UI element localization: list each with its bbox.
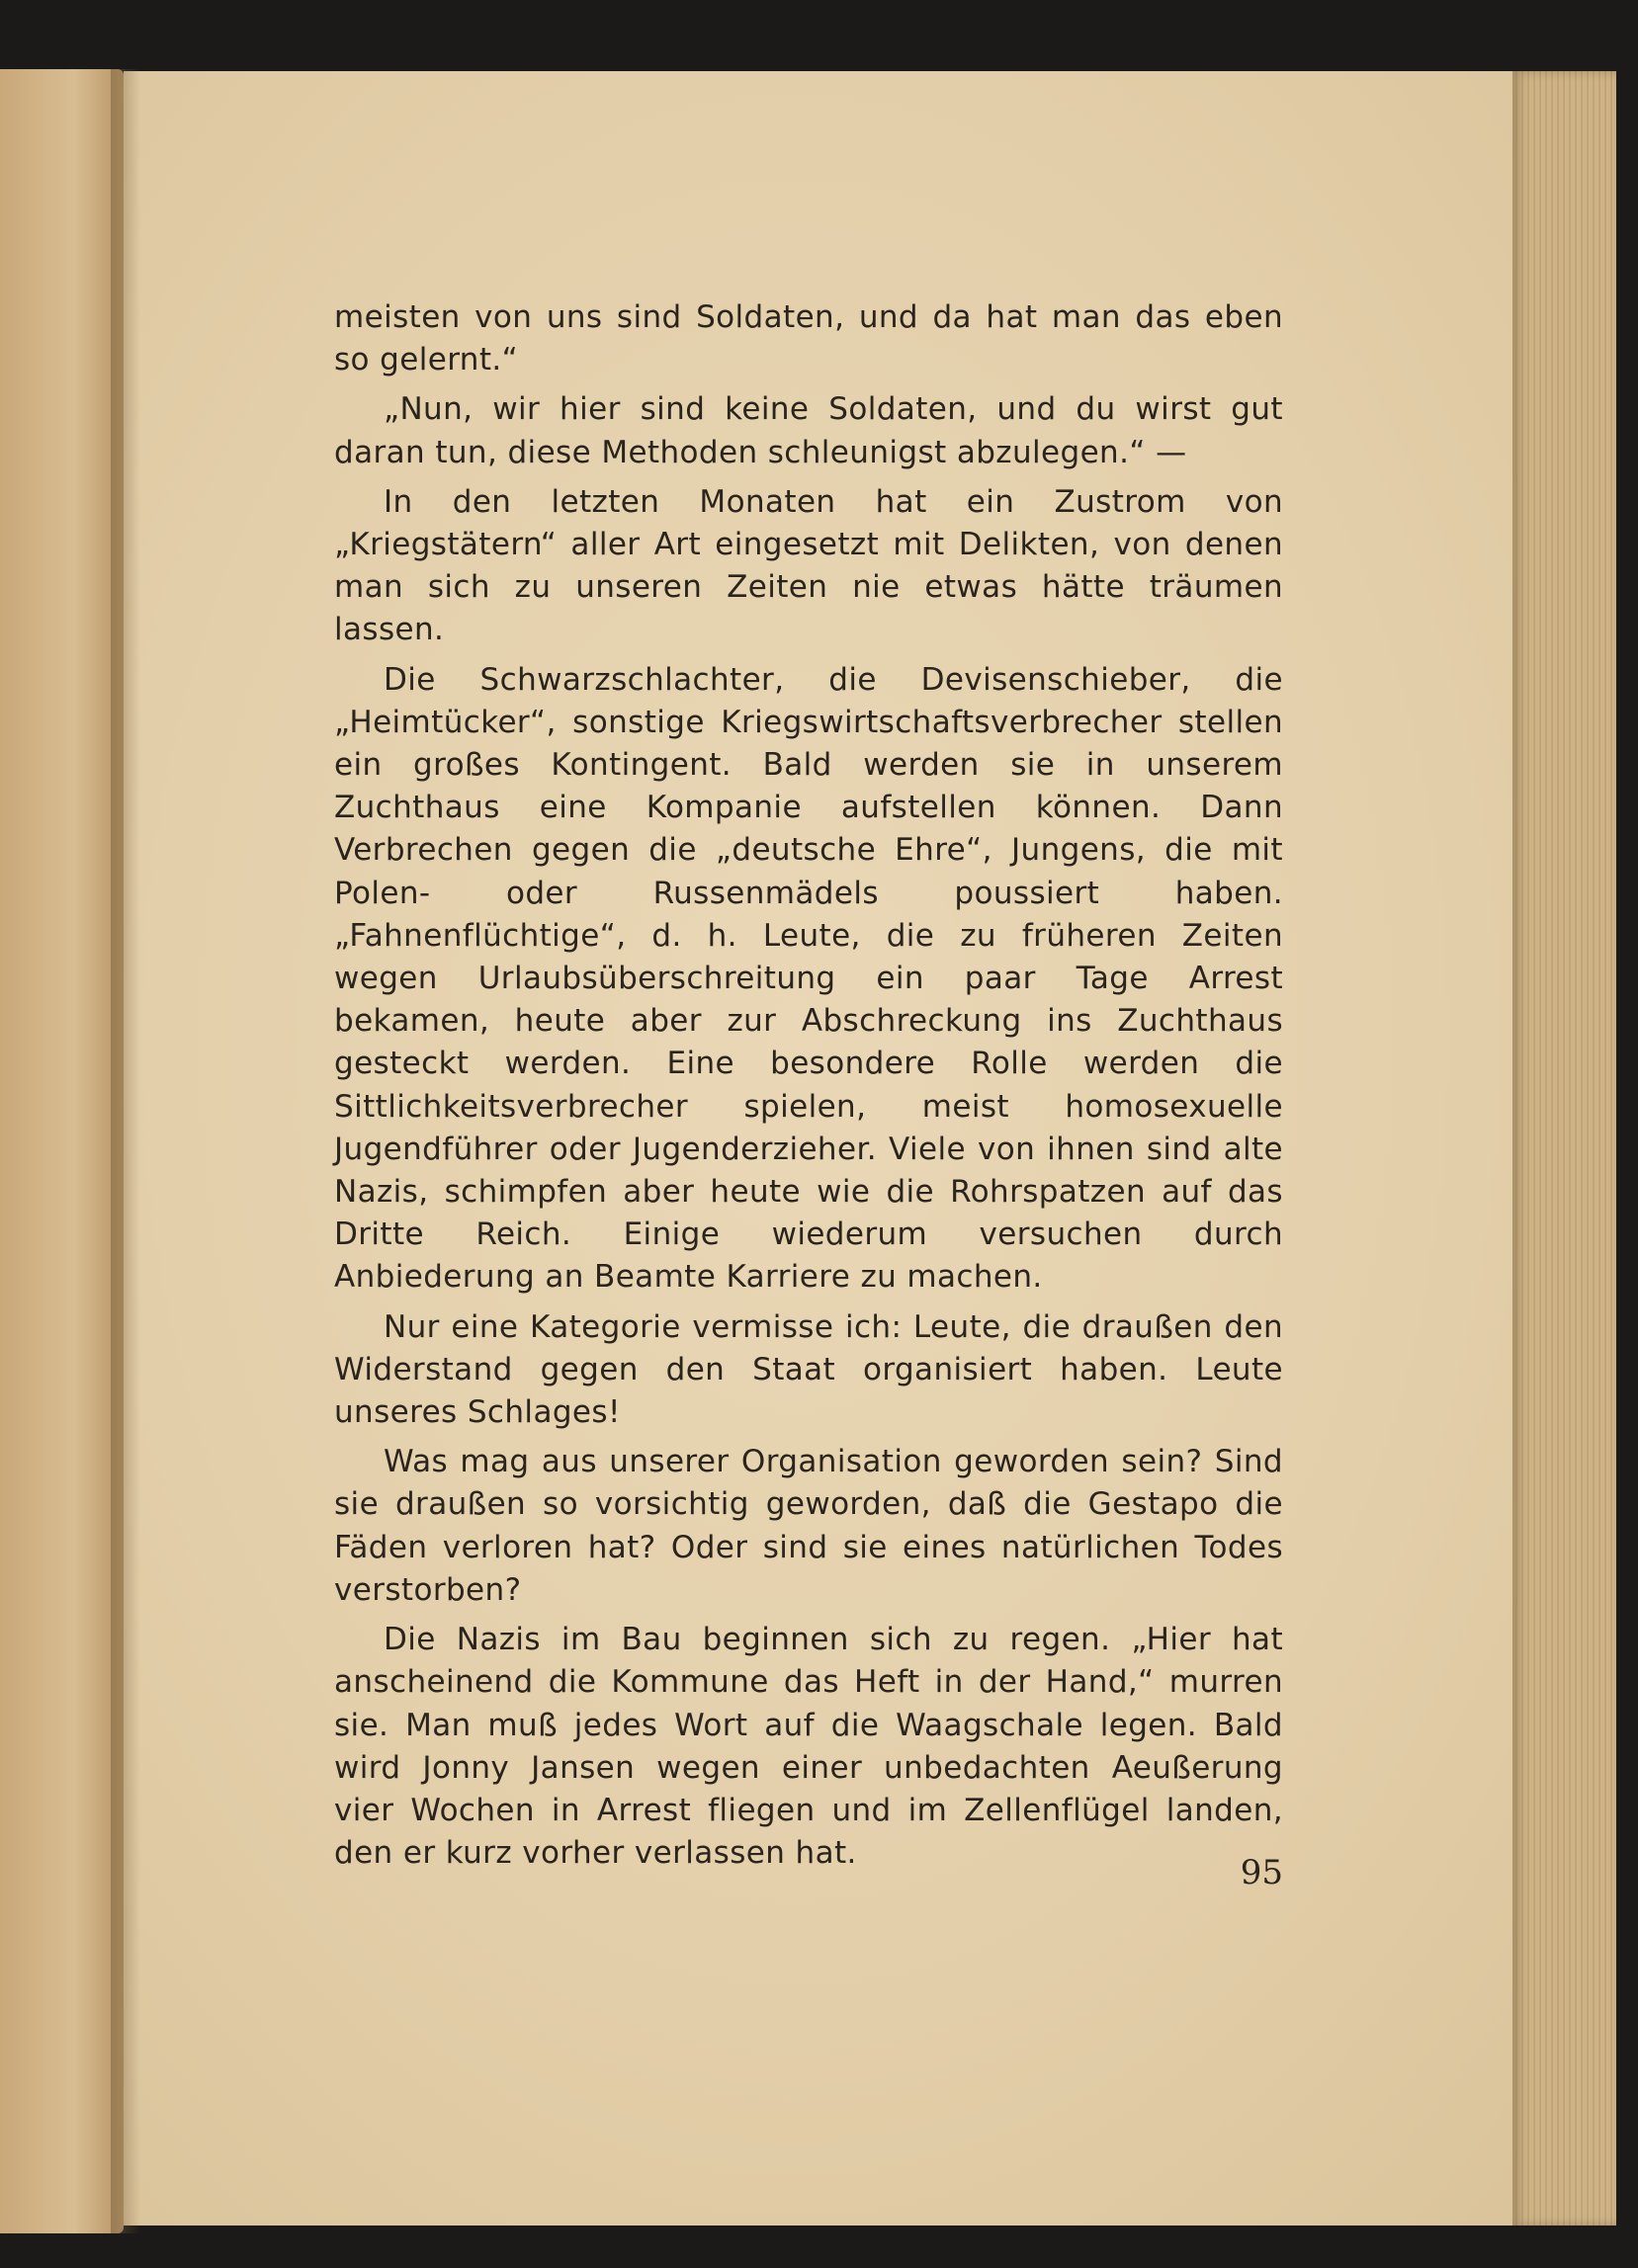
paragraph-7: Die Nazis im Bau beginnen sich zu regen. „Hier hat anscheinend die Kommune das Heft in der Hand,“ murren sie. Man muß jedes Wort auf die Waagschale legen. Bald wird Jonny Jansen wegen einer unbedachten Aeußerung vier Wochen in Arrest fliegen und im Zellenflügel landen, den er kurz vorher verlassen hat.: [334, 1622, 1283, 1872]
page-stack-edges: [1512, 71, 1616, 2226]
paragraph-5: Nur eine Kategorie vermisse ich: Leute, die draußen den Widerstand gegen den Staat organisiert haben. Leute unseres Schlages!: [334, 1308, 1283, 1431]
paragraph-6: Was mag aus unserer Organisation geworden sein? Sind sie draußen so vorsichtig geworden, daß die Gestapo die Fäden verloren hat? Oder sind sie eines natürlichen Todes verstorben?: [334, 1444, 1283, 1608]
left-page-edge: [0, 69, 124, 2233]
book-gutter: [111, 69, 140, 2233]
page-number: 95: [1240, 1853, 1283, 1892]
paragraph-3: In den letzten Monaten hat ein Zustrom von „Kriegstätern“ aller Art eingesetzt mit Delikten, von denen man sich zu unseren Zeiten nie etwas hätte träumen lassen.: [334, 483, 1283, 648]
body-text: [334, 296, 1283, 1882]
paragraph-4: Die Schwarzschlachter, die Devisenschieber, die „Heimtücker“, sonstige Kriegswirtschaftsverbrecher stellen ein großes Kontingent. Bald werden sie in unserem Zuchthaus eine Kompanie aufstellen können. Dann Verbrechen gegen die „deutsche Ehre“, Jungens, die mit Polen- oder Russenmädels poussiert haben. „Fahnenflüchtige“, d. h. Leute, die zu früheren Zeiten wegen Urlaubsüberschreitung ein paar Tage Arrest bekamen, heute aber zur Abschreckung ins Zuchthaus gesteckt werden. Eine besondere Rolle werden die Sittlichkeitsverbrecher spielen, meist homosexuelle Jugendführer oder Jugenderzieher. Viele von ihnen sind alte Nazis, schimpfen aber heute wie die Rohrspatzen auf das Dritte Reich. Einige wiederum versuchen durch Anbiederung an Beamte Karriere zu machen.: [334, 661, 1283, 1296]
paragraph-1: meisten von uns sind Soldaten, und da hat man das eben so gelernt.“: [334, 299, 1283, 378]
paragraph-2: „Nun, wir hier sind keine Soldaten, und du wirst gut daran tun, diese Methoden schleunigst abzulegen.“ —: [334, 391, 1283, 470]
